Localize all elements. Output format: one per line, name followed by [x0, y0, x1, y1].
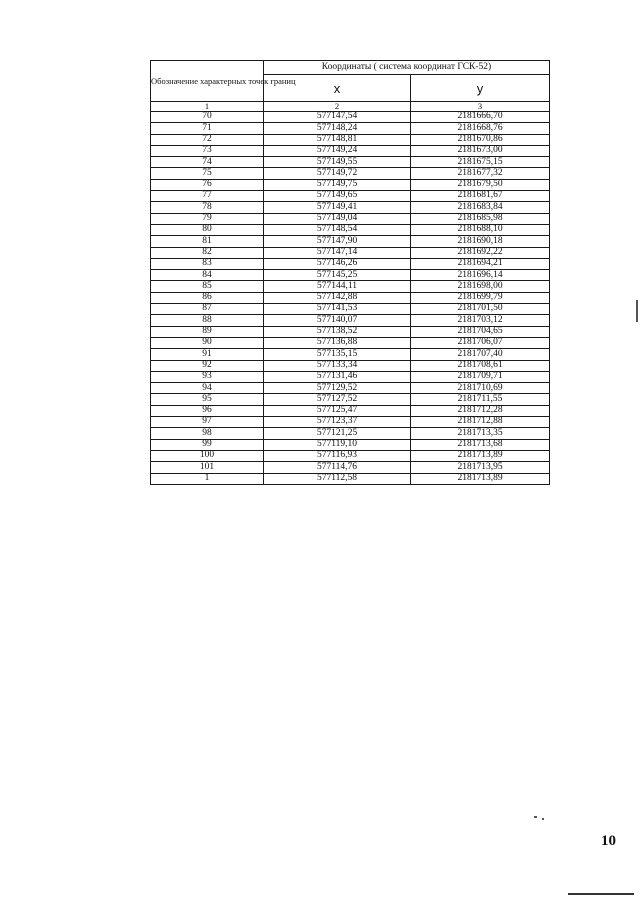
- table-row: [151, 179, 550, 190]
- table-row: [151, 191, 550, 202]
- point-id-cell: 101: [151, 462, 264, 473]
- page-number: 10: [601, 833, 616, 849]
- y-coordinate-cell: 2181673,00: [411, 145, 550, 156]
- point-label-header: Обозначение характерных точек границ: [151, 61, 264, 102]
- table-row: [151, 428, 550, 439]
- table-row: [151, 326, 550, 337]
- point-id-cell: 73: [151, 145, 264, 156]
- table-row: [151, 450, 550, 461]
- x-coordinate-cell: 577145,25: [264, 270, 411, 281]
- y-coordinate-cell: 2181712,28: [411, 405, 550, 416]
- x-coordinate-cell: 577112,58: [264, 473, 411, 484]
- x-coordinate-cell: 577147,90: [264, 236, 411, 247]
- point-id-cell: 92: [151, 360, 264, 371]
- y-coordinate-cell: 2181713,89: [411, 450, 550, 461]
- x-coordinate-cell: 577129,52: [264, 383, 411, 394]
- y-coordinate-cell: 2181710,69: [411, 383, 550, 394]
- y-axis-header: y: [411, 75, 550, 102]
- table-row: [151, 417, 550, 428]
- table-row: [151, 258, 550, 269]
- x-coordinate-cell: 577142,88: [264, 292, 411, 303]
- table-row: [151, 473, 550, 484]
- y-coordinate-cell: 2181713,89: [411, 473, 550, 484]
- coordinates-table-body: [151, 112, 550, 485]
- x-coordinate-cell: 577123,37: [264, 417, 411, 428]
- point-id-cell: 86: [151, 292, 264, 303]
- y-coordinate-cell: 2181679,50: [411, 179, 550, 190]
- point-id-cell: 76: [151, 179, 264, 190]
- point-id-cell: 78: [151, 202, 264, 213]
- table-row: [151, 349, 550, 360]
- y-coordinate-cell: 2181701,50: [411, 304, 550, 315]
- y-coordinate-cell: 2181681,67: [411, 191, 550, 202]
- x-coordinate-cell: 577147,14: [264, 247, 411, 258]
- table-row: [151, 247, 550, 258]
- table-row: [151, 224, 550, 235]
- scan-mark: [636, 300, 638, 322]
- coordinates-table: [150, 60, 550, 485]
- x-coordinate-cell: 577148,54: [264, 224, 411, 235]
- point-id-cell: 91: [151, 349, 264, 360]
- point-id-cell: 90: [151, 337, 264, 348]
- x-coordinate-cell: 577131,46: [264, 371, 411, 382]
- x-coordinate-cell: 577127,52: [264, 394, 411, 405]
- table-row: [151, 439, 550, 450]
- y-coordinate-cell: 2181709,71: [411, 371, 550, 382]
- y-coordinate-cell: 2181699,79: [411, 292, 550, 303]
- x-coordinate-cell: 577146,26: [264, 258, 411, 269]
- table-row: [151, 405, 550, 416]
- y-coordinate-cell: 2181713,95: [411, 462, 550, 473]
- coords-group-header: Координаты ( система координат ГСК-52): [264, 61, 550, 75]
- table-row: [151, 462, 550, 473]
- y-coordinate-cell: 2181668,76: [411, 123, 550, 134]
- y-coordinate-cell: 2181713,35: [411, 428, 550, 439]
- y-coordinate-cell: 2181666,70: [411, 112, 550, 123]
- point-id-cell: 94: [151, 383, 264, 394]
- point-id-cell: 83: [151, 258, 264, 269]
- point-id-cell: 93: [151, 371, 264, 382]
- y-coordinate-cell: 2181675,15: [411, 157, 550, 168]
- table-row: [151, 360, 550, 371]
- x-coordinate-cell: 577149,72: [264, 168, 411, 179]
- y-coordinate-cell: 2181688,10: [411, 224, 550, 235]
- table-row: [151, 394, 550, 405]
- table-row: [151, 202, 550, 213]
- x-coordinate-cell: 577141,53: [264, 304, 411, 315]
- scan-mark: [542, 818, 544, 820]
- column-number-row: [151, 102, 550, 112]
- y-coordinate-cell: 2181707,40: [411, 349, 550, 360]
- point-id-cell: 98: [151, 428, 264, 439]
- y-coordinate-cell: 2181703,12: [411, 315, 550, 326]
- point-id-cell: 80: [151, 224, 264, 235]
- y-coordinate-cell: 2181690,18: [411, 236, 550, 247]
- point-id-cell: 75: [151, 168, 264, 179]
- table-row: [151, 112, 550, 123]
- x-coordinate-cell: 577116,93: [264, 450, 411, 461]
- point-id-cell: 70: [151, 112, 264, 123]
- x-coordinate-cell: 577136,88: [264, 337, 411, 348]
- table-row: [151, 123, 550, 134]
- y-coordinate-cell: 2181677,32: [411, 168, 550, 179]
- point-id-cell: 81: [151, 236, 264, 247]
- y-coordinate-cell: 2181706,07: [411, 337, 550, 348]
- point-id-cell: 97: [151, 417, 264, 428]
- table-row: [151, 270, 550, 281]
- x-coordinate-cell: 577147,54: [264, 112, 411, 123]
- scan-mark: [534, 816, 537, 818]
- point-id-cell: 72: [151, 134, 264, 145]
- table-row: [151, 292, 550, 303]
- x-coordinate-cell: 577149,75: [264, 179, 411, 190]
- x-coordinate-cell: 577140,07: [264, 315, 411, 326]
- point-id-cell: 1: [151, 473, 264, 484]
- y-coordinate-cell: 2181692,22: [411, 247, 550, 258]
- point-id-cell: 95: [151, 394, 264, 405]
- point-id-cell: 71: [151, 123, 264, 134]
- x-coordinate-cell: 577119,10: [264, 439, 411, 450]
- scan-mark: [568, 893, 634, 895]
- point-id-cell: 100: [151, 450, 264, 461]
- x-coordinate-cell: 577149,24: [264, 145, 411, 156]
- y-coordinate-cell: 2181708,61: [411, 360, 550, 371]
- y-coordinate-cell: 2181704,65: [411, 326, 550, 337]
- point-id-cell: 87: [151, 304, 264, 315]
- x-coordinate-cell: 577121,25: [264, 428, 411, 439]
- x-coordinate-cell: 577149,65: [264, 191, 411, 202]
- point-id-cell: 89: [151, 326, 264, 337]
- table-row: [151, 281, 550, 292]
- table-row: [151, 134, 550, 145]
- table-row: [151, 383, 550, 394]
- y-coordinate-cell: 2181713,68: [411, 439, 550, 450]
- y-coordinate-cell: 2181696,14: [411, 270, 550, 281]
- column-number: 2: [264, 102, 411, 112]
- table-row: [151, 145, 550, 156]
- table-row: [151, 213, 550, 224]
- y-coordinate-cell: 2181711,55: [411, 394, 550, 405]
- x-coordinate-cell: 577149,41: [264, 202, 411, 213]
- x-coordinate-cell: 577138,52: [264, 326, 411, 337]
- table-row: [151, 236, 550, 247]
- x-axis-header: x: [264, 75, 411, 102]
- table-row: [151, 371, 550, 382]
- table-row: [151, 168, 550, 179]
- point-id-cell: 79: [151, 213, 264, 224]
- x-coordinate-cell: 577148,24: [264, 123, 411, 134]
- y-coordinate-cell: 2181683,84: [411, 202, 550, 213]
- x-coordinate-cell: 577125,47: [264, 405, 411, 416]
- x-coordinate-cell: 577149,04: [264, 213, 411, 224]
- x-coordinate-cell: 577148,81: [264, 134, 411, 145]
- point-id-cell: 84: [151, 270, 264, 281]
- table-row: [151, 337, 550, 348]
- column-number: 3: [411, 102, 550, 112]
- point-id-cell: 85: [151, 281, 264, 292]
- point-id-cell: 96: [151, 405, 264, 416]
- y-coordinate-cell: 2181670,86: [411, 134, 550, 145]
- point-id-cell: 82: [151, 247, 264, 258]
- y-coordinate-cell: 2181712,88: [411, 417, 550, 428]
- point-id-cell: 74: [151, 157, 264, 168]
- table-row: [151, 315, 550, 326]
- y-coordinate-cell: 2181698,00: [411, 281, 550, 292]
- table-row: [151, 157, 550, 168]
- x-coordinate-cell: 577149,55: [264, 157, 411, 168]
- point-id-cell: 99: [151, 439, 264, 450]
- x-coordinate-cell: 577135,15: [264, 349, 411, 360]
- x-coordinate-cell: 577133,34: [264, 360, 411, 371]
- x-coordinate-cell: 577144,11: [264, 281, 411, 292]
- point-id-cell: 88: [151, 315, 264, 326]
- y-coordinate-cell: 2181685,98: [411, 213, 550, 224]
- table-row: [151, 304, 550, 315]
- x-coordinate-cell: 577114,76: [264, 462, 411, 473]
- y-coordinate-cell: 2181694,21: [411, 258, 550, 269]
- point-id-cell: 77: [151, 191, 264, 202]
- column-number: 1: [151, 102, 264, 112]
